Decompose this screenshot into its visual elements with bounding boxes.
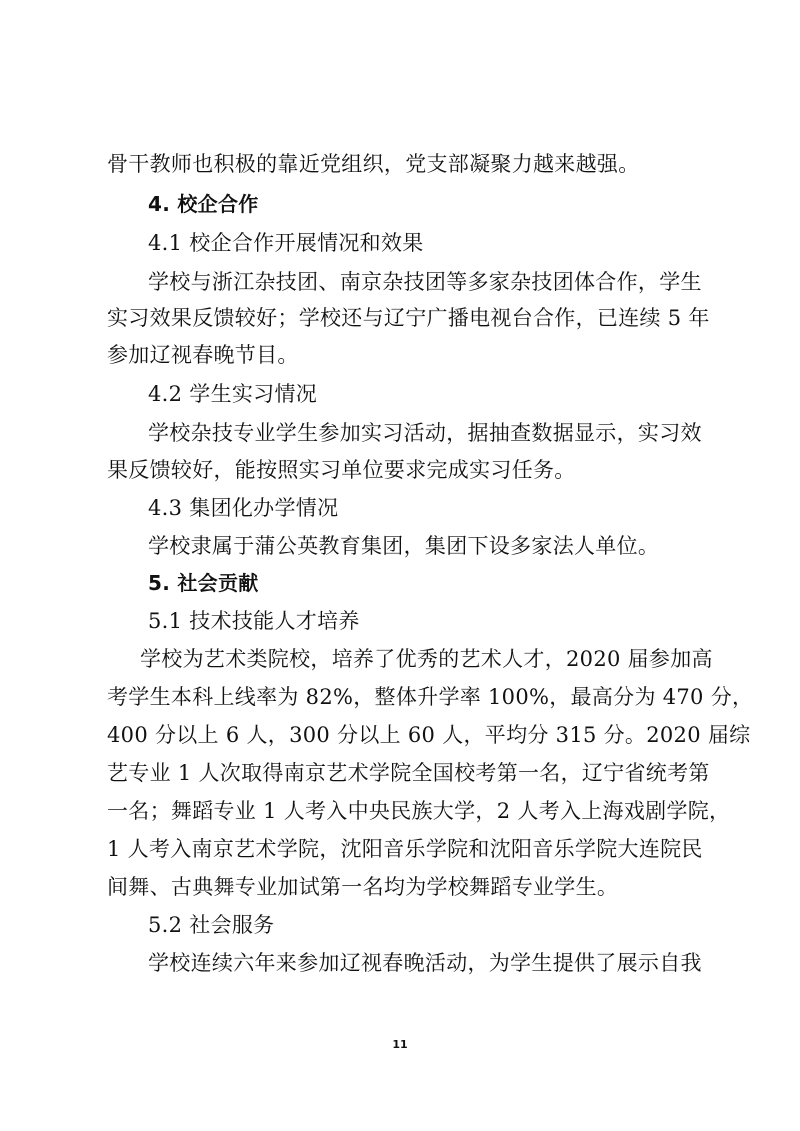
paragraph-line: 参加辽视春晚节目。 <box>107 343 299 367</box>
paragraph-line: 实习效果反馈较好；学校还与辽宁广播电视台合作，已连续 5 年 <box>107 306 710 330</box>
paragraph-line: 1 人考入南京艺术学院，沈阳音乐学院和沈阳音乐学院大连院民 <box>107 837 703 861</box>
paragraph-line: 艺专业 1 人次取得南京艺术学院全国校考第一名，辽宁省统考第 <box>107 761 710 785</box>
paragraph-line: 学校隶属于蒲公英教育集团，集团下设多家法人单位。 <box>148 534 660 558</box>
subsection-heading-4-2: 4.2 学生实习情况 <box>148 382 318 406</box>
section-heading-5: 5. 社会贡献 <box>148 571 259 595</box>
paragraph-line: 400 分以上 6 人，300 分以上 60 人，平均分 315 分。2020 届综 <box>107 723 751 747</box>
subsection-heading-4-3: 4.3 集团化办学情况 <box>148 496 339 520</box>
paragraph-line: 一名；舞蹈专业 1 人考入中央民族大学，2 人考入上海戏剧学院， <box>107 799 731 823</box>
paragraph-line: 学校连续六年来参加辽视春晚活动，为学生提供了展示自我 <box>148 951 702 975</box>
subsection-heading-5-1: 5.1 技术技能人才培养 <box>148 609 360 633</box>
paragraph-line: 考学生本科上线率为 82%，整体升学率 100%，最高分为 470 分， <box>107 685 754 709</box>
subsection-heading-4-1: 4.1 校企合作开展情况和效果 <box>148 231 424 255</box>
paragraph-line: 学校杂技专业学生参加实习活动，据抽查数据显示，实习效 <box>148 421 702 445</box>
paragraph-line: 间舞、古典舞专业加试第一名均为学校舞蹈专业学生。 <box>107 875 619 899</box>
paragraph-line: 骨干教师也积极的靠近党组织，党支部凝聚力越来越强。 <box>107 152 640 176</box>
paragraph-line: 果反馈较好，能按照实习单位要求完成实习任务。 <box>107 458 576 482</box>
paragraph-line: 学校与浙江杂技团、南京杂技团等多家杂技团体合作，学生 <box>148 270 702 294</box>
page-number: 11 <box>392 1038 408 1051</box>
section-heading-4: 4. 校企合作 <box>148 192 259 216</box>
subsection-heading-5-2: 5.2 社会服务 <box>148 913 275 937</box>
paragraph-line: 学校为艺术类院校，培养了优秀的艺术人才，2020 届参加高 <box>140 647 713 671</box>
